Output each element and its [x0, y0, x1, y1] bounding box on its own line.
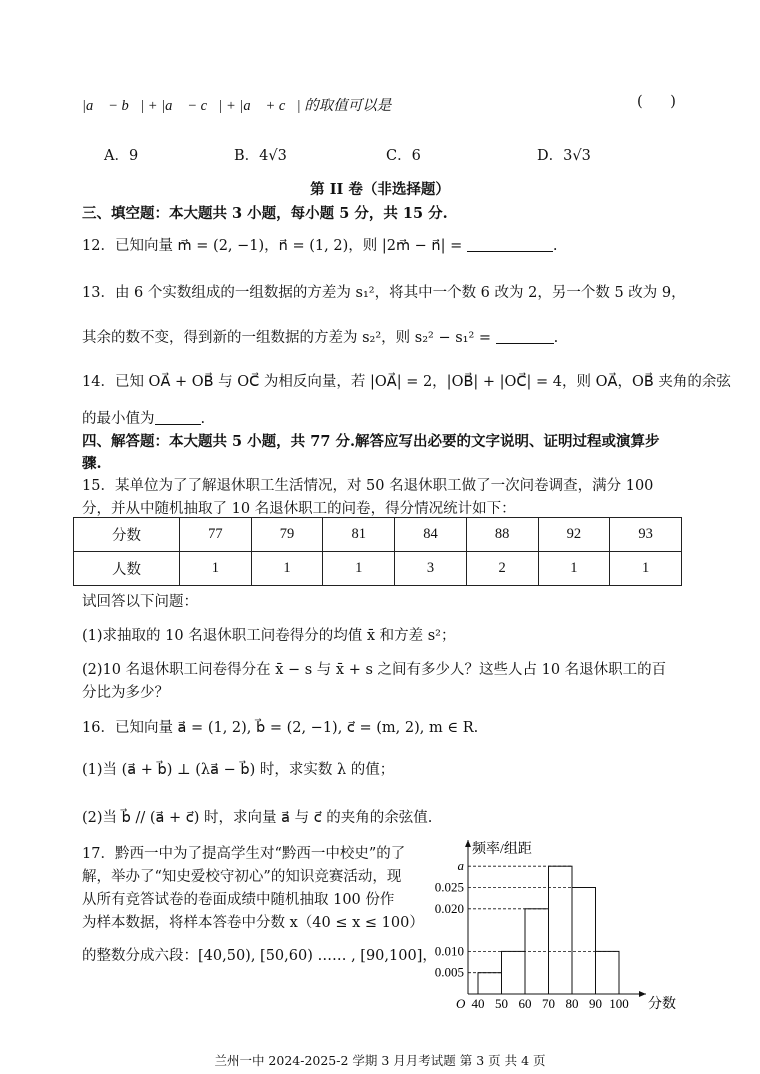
- q11-option-d: D．3√3: [537, 148, 591, 164]
- section-title: 第 II 卷（非选择题）: [310, 181, 450, 198]
- q17-line1: 17．黔西一中为了提高学生对“黔西一中校史”的了: [82, 846, 406, 862]
- score-cell: 92: [538, 518, 610, 552]
- q11-option-b: B．4√3: [234, 148, 287, 164]
- page-footer: 兰州一中 2024-2025-2 学期 3 月月考试题 第 3 页 共 4 页: [214, 1053, 546, 1068]
- score-cell: 79: [251, 518, 323, 552]
- y-tick-label: 0.010: [434, 943, 464, 959]
- count-cell: 2: [466, 552, 538, 586]
- score-cell: 93: [610, 518, 682, 552]
- table-row: [74, 552, 682, 586]
- y-tick-label: 0.020: [434, 900, 464, 916]
- q15-score-table: [73, 517, 682, 586]
- solve-header-line2: 骤.: [82, 455, 102, 472]
- q15-line1: 15．某单位为了了解退休职工生活情况，对 50 名退休职工做了一次问卷调查，满分 100: [82, 478, 654, 494]
- q17-line2: 解，举办了“知史爱校守初心”的知识竞赛活动，现: [82, 869, 402, 885]
- histogram-bar: [478, 973, 502, 994]
- q17-line5: 的整数分成六段：[40,50), [50,60) …… , [90,100]，: [82, 948, 437, 964]
- q14-answer-blank: [155, 410, 201, 425]
- q14-line1: 14．已知 OA⃗ + OB⃗ 与 OC⃗ 为相反向量，若 |OA⃗| = 2，|OB⃗| + |OC⃗| = 4，则 OA⃗，OB⃗ 夹角的余弦: [82, 374, 731, 390]
- q12-stem: 12．已知向量 m⃗ = (2, −1)，n⃗ = (1, 2)，则 |2m⃗ − n⃗| =: [82, 238, 467, 254]
- q11-option-c: C．6: [386, 148, 421, 164]
- q11-answer-paren: ( ): [637, 94, 676, 110]
- count-cell: 3: [395, 552, 467, 586]
- row-label-score: 分数: [74, 518, 180, 552]
- y-axis-label: 频率/组距: [472, 842, 532, 857]
- y-tick-label: 0.025: [434, 879, 464, 895]
- q13-line2: 其余的数不变，得到新的一组数据的方差为 s₂²，则 s₂² − s₁² =: [82, 330, 496, 346]
- q11-stem: |a⃗ − b⃗| + |a⃗ − c⃗| + |a⃗ + c⃗| 的取值可以是: [82, 98, 392, 114]
- q13-line2-wrap: 其余的数不变，得到新的一组数据的方差为 s₂²，则 s₂² − s₁² = .: [82, 330, 559, 346]
- x-tick-label: 90: [589, 996, 602, 1011]
- x-tick-label: 100: [609, 996, 629, 1011]
- score-cell: 88: [466, 518, 538, 552]
- origin-label: O: [456, 996, 466, 1011]
- histogram-bar: [549, 866, 573, 994]
- histogram-bar: [572, 888, 596, 995]
- x-axis-arrow: [639, 991, 646, 997]
- count-cell: 1: [180, 552, 252, 586]
- q14-line2-wrap: 的最小值为 .: [82, 411, 206, 427]
- q12-answer-blank: [467, 237, 553, 252]
- solve-header-line1: 四、解答题：本大题共 5 小题，共 77 分.解答应写出必要的文字说明、证明过程或演算步: [82, 433, 660, 450]
- frequency-histogram: [420, 832, 690, 1012]
- q15-line2: 分，并从中随机抽取了 10 名退休职工的问卷，得分情况统计如下：: [82, 501, 516, 517]
- q13-answer-blank: [496, 329, 554, 344]
- y-tick-label: a: [457, 858, 464, 874]
- count-cell: 1: [251, 552, 323, 586]
- y-tick-label: 0.005: [434, 964, 464, 980]
- x-tick-label: 50: [495, 996, 508, 1011]
- x-tick-label: 60: [518, 996, 532, 1011]
- score-cell: 77: [180, 518, 252, 552]
- q16-part2: (2)当 b⃗ // (a⃗ + c⃗) 时，求向量 a⃗ 与 c⃗ 的夹角的余弦值.: [82, 810, 433, 826]
- histogram-bar: [596, 951, 620, 994]
- q15-part2-line2: 分比为多少？: [82, 685, 169, 701]
- q16-part1: (1)当 (a⃗ + b⃗) ⊥ (λa⃗ − b⃗) 时，求实数 λ 的值；: [82, 762, 395, 778]
- count-cell: 1: [538, 552, 610, 586]
- q17-line4: 为样本数据，将样本答卷中分数 x（40 ≤ x ≤ 100）: [82, 915, 424, 931]
- row-label-count: 人数: [74, 552, 180, 586]
- histogram-bar: [502, 951, 526, 994]
- x-tick-label: 80: [565, 996, 579, 1011]
- q15-prompt: 试回答以下问题：: [82, 594, 198, 610]
- q12-text: 12．已知向量 m⃗ = (2, −1)，n⃗ = (1, 2)，则 |2m⃗ − n⃗| = .: [82, 238, 558, 254]
- q11-option-a: A．9: [104, 148, 139, 164]
- x-tick-label: 40: [471, 996, 485, 1011]
- x-tick-label: 70: [542, 996, 555, 1011]
- y-axis-arrow: [465, 840, 471, 847]
- q13-line1: 13．由 6 个实数组成的一组数据的方差为 s₁²，将其中一个数 6 改为 2，另一个数 5 改为 9，: [82, 285, 686, 301]
- q15-part1: (1)求抽取的 10 名退休职工问卷得分的均值 x̄ 和方差 s²；: [82, 628, 456, 644]
- q16-stem: 16．已知向量 a⃗ = (1, 2), b⃗ = (2, −1), c⃗ = (m, 2), m ∈ R.: [82, 720, 479, 736]
- table-row: [74, 518, 682, 552]
- count-cell: 1: [323, 552, 395, 586]
- count-cell: 1: [610, 552, 682, 586]
- score-cell: 81: [323, 518, 395, 552]
- q15-part2-line1: (2)10 名退休职工问卷得分在 x̄ − s 与 x̄ + s 之间有多少人？这些人占 10 名退休职工的百: [82, 662, 667, 678]
- q14-line2: 的最小值为: [82, 411, 155, 427]
- fill-in-header: 三、填空题：本大题共 3 小题，每小题 5 分，共 15 分.: [82, 205, 448, 222]
- x-axis-label: 分数: [648, 997, 676, 1012]
- score-cell: 84: [395, 518, 467, 552]
- q17-line3: 从所有竞答试卷的卷面成绩中随机抽取 100 份作: [82, 892, 395, 908]
